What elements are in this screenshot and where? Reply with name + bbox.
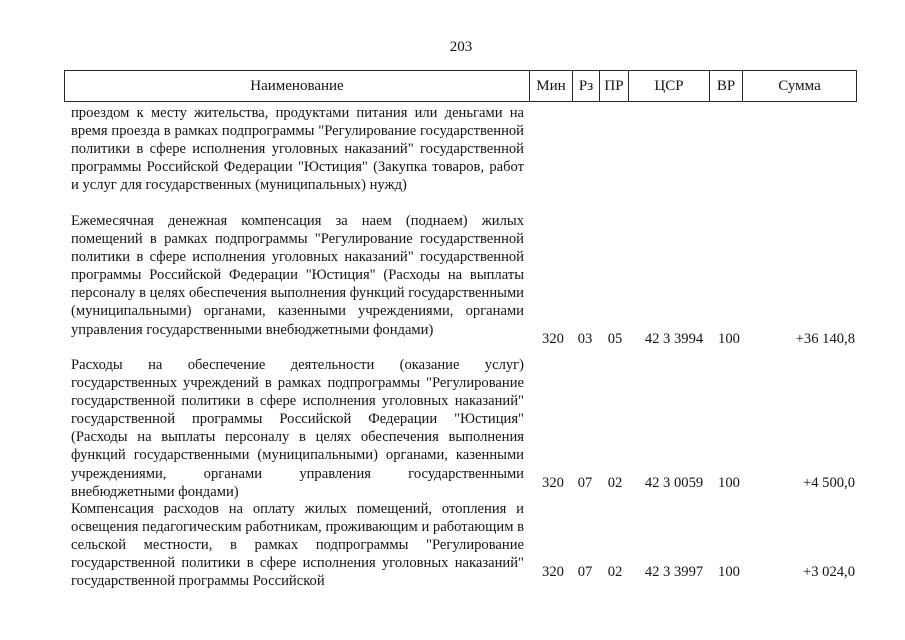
row-description: Расходы на обеспечение деятельности (оказание услуг) государственных учреждений в рамках подпрограммы "Регулирование государственной политики в сфере исполнения уголовных наказаний" государственной программы Российской Федерации "Юстиция" (Расходы на выплаты персоналу в целях обеспечения выполнения функций государственными (муниципальными) органами, казенными учреждениями, органами управления государственными внебюджетными фондами) [71, 357, 524, 500]
row-min: 320 [542, 475, 564, 491]
row-sum: +36 140,8 [795, 331, 855, 347]
header-csr: ЦСР [628, 71, 709, 101]
page-number: 203 [449, 39, 473, 55]
header-name: Наименование [250, 78, 344, 94]
header-pr: ПР [599, 71, 628, 101]
row-sum: +3 024,0 [802, 564, 855, 580]
row-rz: 07 [577, 564, 593, 580]
row-vr: 100 [718, 475, 740, 491]
row-pr: 02 [607, 564, 623, 580]
row-pr: 02 [607, 475, 623, 491]
row-rz: 07 [577, 475, 593, 491]
row-description: проездом к месту жительства, продуктами питания или деньгами на время проезда в рамках подпрограммы "Регулирование государственной политики в сфере исполнения уголовных наказаний" государственной программы Российской Федерации "Юстиция" (Закупка товаров, работ и услуг для государственных (муниципальных) нужд) [71, 105, 524, 194]
row-vr: 100 [718, 564, 740, 580]
row-csr: 42 3 0059 [644, 475, 704, 491]
row-sum: +4 500,0 [802, 475, 855, 491]
table-header [64, 70, 857, 102]
row-csr: 42 3 3994 [644, 331, 704, 347]
row-description: Компенсация расходов на оплату жилых помещений, отопления и освещения педагогическим работникам, проживающим и работающим в сельской местности, в рамках подпрограммы "Регулирование государственной политики в сфере исполнения уголовных наказаний" государственной программы Российской [71, 501, 524, 590]
row-min: 320 [542, 564, 564, 580]
header-min: Мин [529, 71, 572, 101]
row-description: Ежемесячная денежная компенсация за наем (поднаем) жилых помещений в рамках подпрограммы "Регулирование государственной политики в сфере исполнения уголовных наказаний" государственной программы Российской Федерации "Юстиция" (Расходы на выплаты персоналу в целях обеспечения выполнения функций государственными (муниципальными) органами, казенными учреждениями, органами управления государственными внебюджетными фондами) [71, 213, 524, 338]
header-sum: Сумма [742, 71, 856, 101]
row-rz: 03 [577, 331, 593, 347]
row-pr: 05 [607, 331, 623, 347]
header-rz: Рз [572, 71, 599, 101]
row-min: 320 [542, 331, 564, 347]
row-csr: 42 3 3997 [644, 564, 704, 580]
row-vr: 100 [718, 331, 740, 347]
header-vr: ВР [709, 71, 742, 101]
